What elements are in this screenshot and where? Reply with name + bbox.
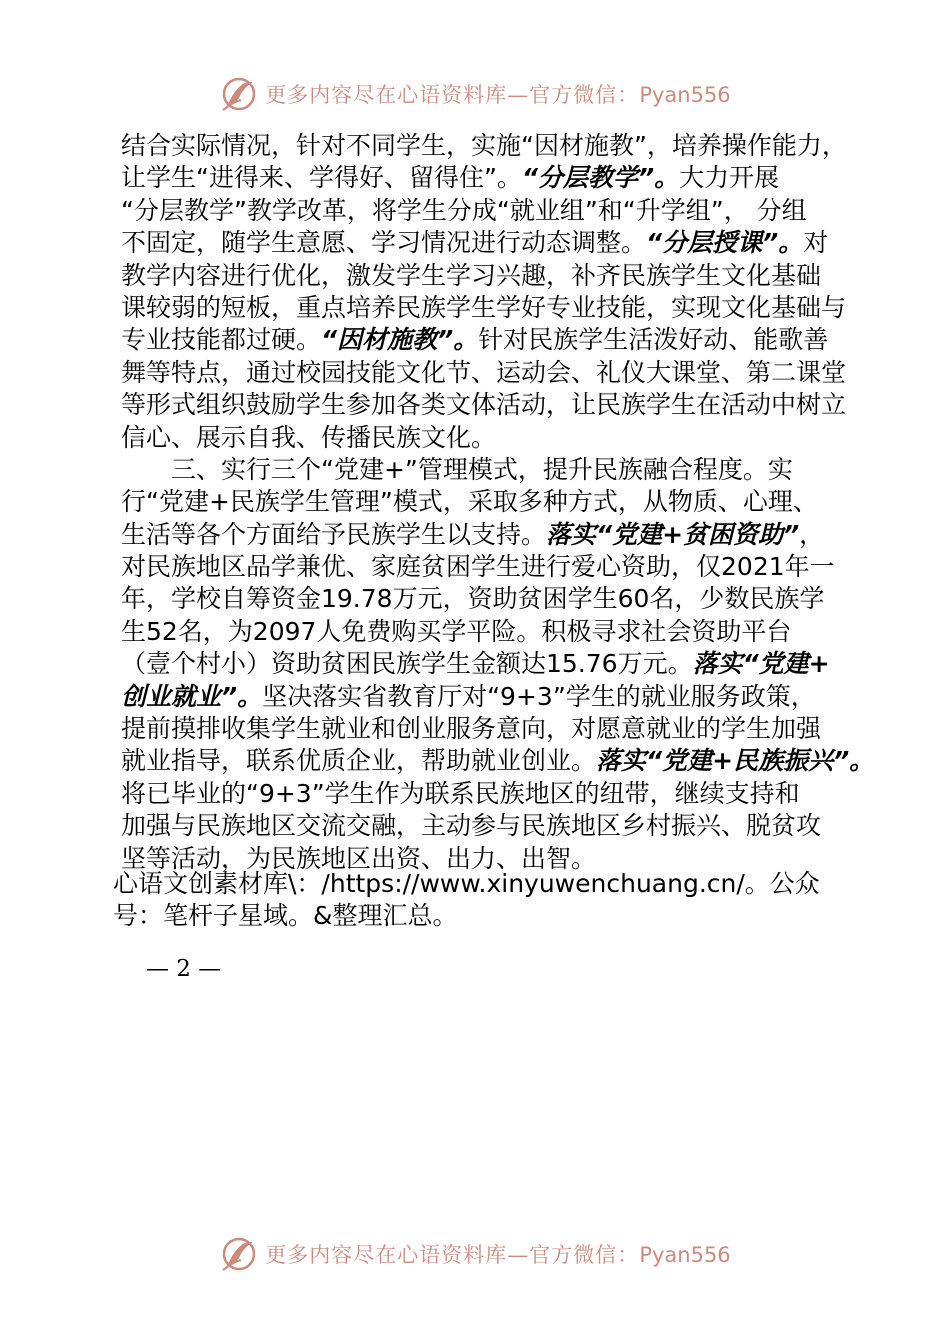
source-note-line-1: 心语文创素材库\：/https://www.xinyuwenchuang.cn/。公众 <box>113 869 820 898</box>
document-body <box>121 130 875 875</box>
emphasis-heading: “分层教学”。 <box>521 163 680 193</box>
emphasis-heading: “分层授课”。 <box>646 228 804 258</box>
emphasis-heading: “因材施教”。 <box>321 325 479 355</box>
body-line <box>121 648 861 680</box>
emphasis-heading: 落实“党建+贫困资助” <box>546 519 800 549</box>
body-line <box>121 162 861 194</box>
body-text-segment: 让学生“进得来、学得好、留得住”。 <box>121 163 522 193</box>
watermark-logo-icon <box>219 74 259 114</box>
body-line <box>121 130 861 162</box>
body-text-segment: 就业指导，联系优质企业，帮助就业创业。 <box>121 746 597 776</box>
body-text-segment: 坚等活动，为民族地区出资、出力、出智。 <box>121 843 597 873</box>
body-line <box>121 713 861 745</box>
body-text-segment: “分层教学”教学改革，将学生分成“就业组”和“升学组”， 分组 <box>121 195 807 225</box>
body-line <box>121 389 861 421</box>
watermark-wechat-id: Pyan556 <box>639 83 731 107</box>
watermark-footer <box>0 1232 950 1276</box>
body-line <box>121 486 861 518</box>
body-line <box>121 519 861 551</box>
body-line <box>121 583 861 615</box>
body-text-segment: 加强与民族地区交流交融，主动参与民族地区乡村振兴、脱贫攻 <box>121 811 822 841</box>
body-text-segment: 坚决落实省教育厅对“9+3”学生的就业服务政策， <box>262 681 816 711</box>
body-line <box>121 681 861 713</box>
body-line <box>121 745 875 777</box>
body-line <box>121 195 861 227</box>
body-text-segment: 大力开展 <box>679 163 780 193</box>
body-text-segment: 生活等各个方面给予民族学生以支持。 <box>121 519 547 549</box>
watermark-wechat-id: Pyan556 <box>639 1243 731 1267</box>
watermark-text: 更多内容尽在心语资料库—官方微信： <box>265 83 640 107</box>
body-line <box>121 357 861 389</box>
page-number: — 2 — <box>146 956 222 982</box>
watermark-text: 更多内容尽在心语资料库—官方微信： <box>265 1243 640 1267</box>
body-text-segment: 年，学校自筹资金19.78万元，资助贫困学生60名，少数民族学 <box>121 584 825 614</box>
body-text-segment: 专业技能都过硬。 <box>121 325 322 355</box>
body-text-segment: 行“党建+民族学生管理”模式，采取多种方式，从物质、心理、 <box>121 487 818 517</box>
emphasis-heading: 落实“党建+ <box>692 649 830 679</box>
body-text-segment: 将已毕业的“9+3”学生作为联系民族地区的纽带，继续支持和 <box>121 778 800 808</box>
body-line <box>121 260 861 292</box>
body-text-segment: 针对民族学生活泼好动、能歌善 <box>478 325 829 355</box>
body-text-segment: 提前摸排收集学生就业和创业服务意向，对愿意就业的学生加强 <box>121 714 822 744</box>
body-text-segment: 教学内容进行优化，激发学生学习兴趣，补齐民族学生文化基础 <box>121 260 822 290</box>
body-text-segment: 对民族地区品学兼优、家庭贫困学生进行爱心资助，仅2021年一 <box>121 552 835 582</box>
body-text-segment: 不固定，随学生意愿、学习情况进行动态调整。 <box>121 228 647 258</box>
body-line <box>121 422 861 454</box>
body-line <box>121 292 861 324</box>
watermark-header <box>0 72 950 116</box>
body-text-segment: 对 <box>803 228 829 258</box>
emphasis-heading: 创业就业”。 <box>121 681 263 711</box>
body-line <box>121 324 861 356</box>
body-line <box>121 551 861 583</box>
body-text-segment: （壹个村小）资助贫困民族学生金额达15.76万元。 <box>121 649 693 679</box>
source-note <box>113 868 873 933</box>
body-line <box>121 227 861 259</box>
body-line <box>121 616 861 648</box>
body-line <box>121 454 861 486</box>
emphasis-heading: 落实“党建+民族振兴”。 <box>596 746 875 776</box>
body-line <box>121 810 861 842</box>
body-text-segment: 结合实际情况，针对不同学生，实施“因材施教”，培养操作能力， <box>121 131 847 160</box>
body-text-segment: 生52名，为2097人免费购买学平险。积极寻求社会资助平台 <box>121 616 792 646</box>
source-note-line-2: 号：笔杆子星域。&整理汇总。 <box>113 901 458 931</box>
body-text-segment: 信心、展示自我、传播民族文化。 <box>121 422 497 452</box>
watermark-logo-icon <box>219 1234 259 1274</box>
body-text-segment: 三、实行三个“党建+”管理模式，提升民族融合程度。实 <box>121 454 793 484</box>
body-text-segment: 等形式组织鼓励学生参加各类文体活动，让民族学生在活动中树立 <box>121 390 847 420</box>
body-text-segment: 课较弱的短板，重点培养民族学生学好专业技能，实现文化基础与 <box>121 292 847 322</box>
body-text-segment: 舞等特点，通过校园技能文化节、运动会、礼仪大课堂、第二课堂 <box>121 357 847 387</box>
body-text-segment: ， <box>799 519 825 549</box>
body-line <box>121 778 861 810</box>
